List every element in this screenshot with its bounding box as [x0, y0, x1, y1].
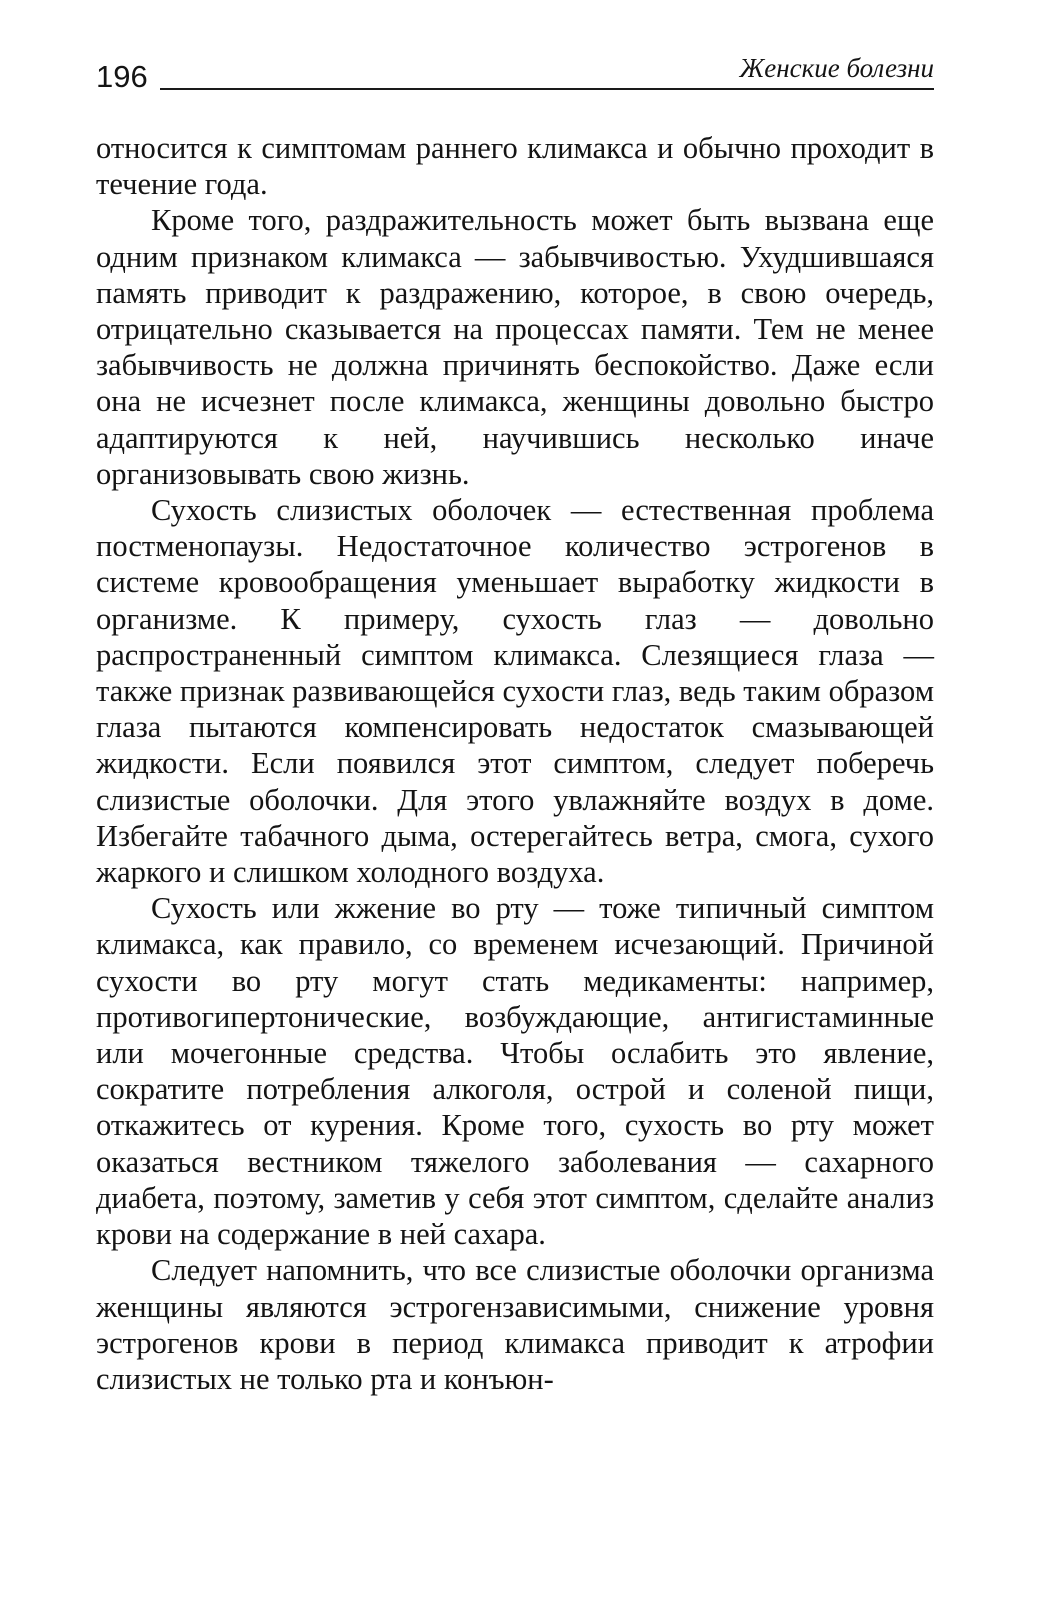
paragraph-forgetfulness: Кроме того, раздражительность может быть вызвана еще одним признаком климакса — забывчивостью. Ухудшившаяся память приводит к раздражению, которое, в свою очередь, отрицательно сказывается на процессах памяти. Тем не менее забывчивость не должна причинять беспокойство. Даже если она не исчезнет после климакса, женщины довольно быстро адаптируются к ней, научившись несколько иначе организовывать свою жизнь. — [96, 203, 934, 491]
page-number: 196 — [96, 61, 160, 92]
body-text — [96, 130, 934, 1397]
chapter-title: Женские болезни — [729, 55, 934, 82]
paragraph-estrogen-dependence: Следует напомнить, что все слизистые оболочки организма женщины являются эстрогензависимыми, снижение уровня эстрогенов крови в период климакса приводит к атрофии слизистых не только рта и конъюн- — [96, 1253, 934, 1396]
book-page — [96, 38, 934, 1397]
paragraph-dry-mouth: Сухость или жжение во рту — тоже типичный симптом климакса, как правило, со временем исчезающий. Причиной сухости во рту могут стать медикаменты: например, противогипертонические, возбуждающие, антигистаминные или мочегонные средства. Чтобы ослабить это явление, сократите потребления алкоголя, острой и соленой пищи, откажитесь от курения. Кроме того, сухость во рту может оказаться вестником тяжелого заболевания — сахарного диабета, поэтому, заметив у себя этот симптом, сделайте анализ крови на содержание в ней сахара. — [96, 891, 934, 1252]
paragraph-dry-mucosa: Сухость слизистых оболочек — естественная проблема постменопаузы. Недостаточное количество эстрогенов в системе кровообращения уменьшает выработку жидкости в организме. К примеру, сухость глаз — довольно распространенный симптом климакса. Слезящиеся глаза — также признак развивающейся сухости глаз, ведь таким образом глаза пытаются компенсировать недостаток смазывающей жидкости. Если появился этот симптом, следует поберечь слизистые оболочки. Для этого увлажняйте воздух в доме. Избегайте табачного дыма, остерегайтесь ветра, смога, сухого жаркого и слишком холодного воздуха. — [96, 493, 934, 890]
paragraph-continued: относится к симптомам раннего климакса и обычно проходит в течение года. — [96, 131, 934, 202]
running-header — [96, 38, 934, 94]
